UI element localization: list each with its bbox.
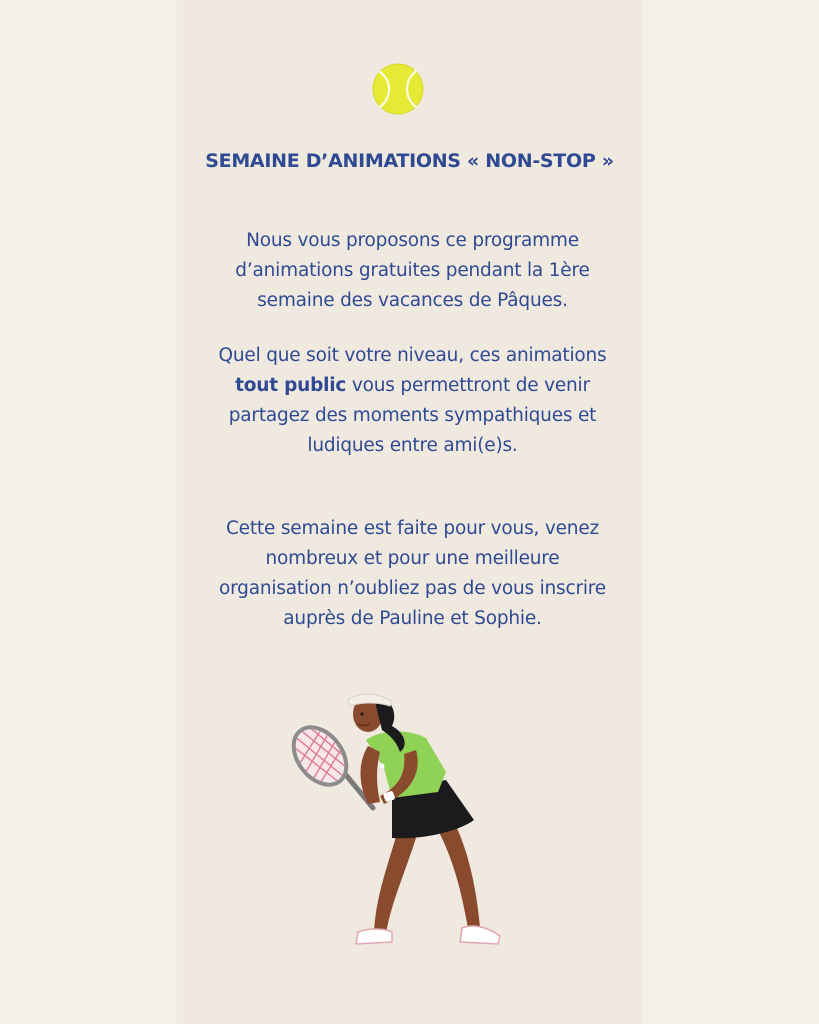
audience-text-end: vous permettront de venir partagez des moments sympathiques et ludiques entre ami(e)s. [228, 375, 597, 456]
tennis-ball-icon [372, 63, 424, 115]
tennis-player-illustration [288, 680, 518, 970]
audience-highlight: tout public [235, 375, 347, 396]
audience-text-start: Quel que soit votre niveau, ces animations [218, 345, 607, 366]
page-title: SEMAINE D’ANIMATIONS « NON-STOP » [205, 150, 614, 172]
audience-paragraph [215, 341, 610, 461]
racket-icon [288, 717, 373, 808]
intro-paragraph: Nous vous proposons ce programme d’animations gratuites pendant la 1ère semaine des vacances de Pâques. [235, 230, 590, 311]
registration-paragraph: Cette semaine est faite pour vous, venez nombreux et pour une meilleure organisation n’oubliez pas de vous inscrire auprès de Pauline et Sophie. [218, 518, 606, 629]
